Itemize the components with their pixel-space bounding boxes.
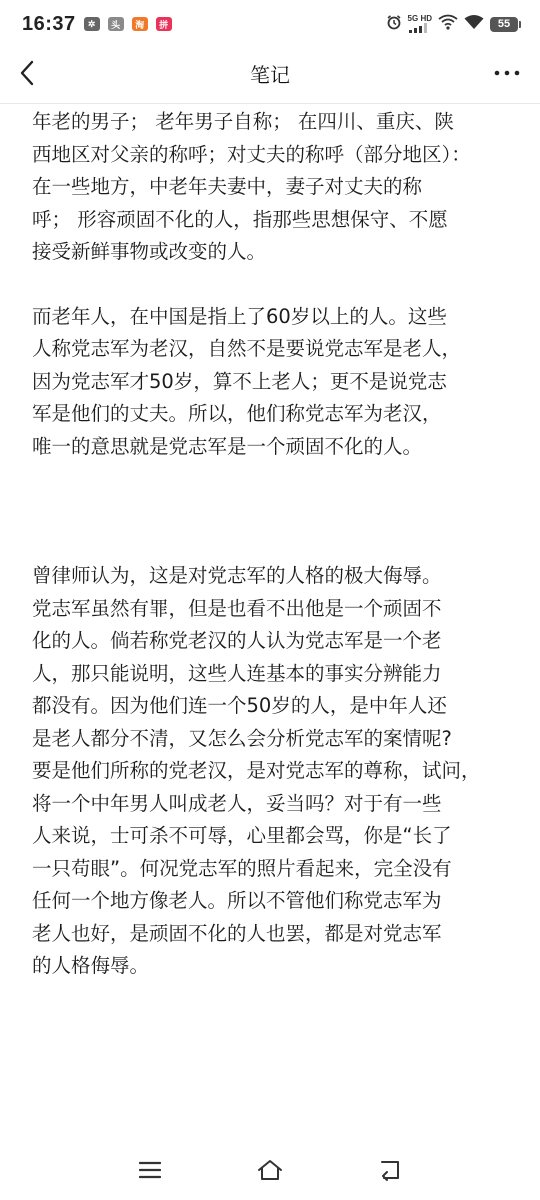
- home-icon: [257, 1159, 283, 1181]
- battery-icon: 55: [490, 17, 518, 32]
- back-button[interactable]: [10, 54, 44, 92]
- more-options-button[interactable]: [490, 54, 524, 92]
- menu-icon: [139, 1161, 161, 1179]
- app-notification-icon-1: ✲: [84, 17, 100, 31]
- wifi-icon: [464, 14, 484, 34]
- app-bar: [0, 48, 540, 98]
- signal-label: 5G HD: [407, 14, 432, 23]
- header-divider: [0, 103, 540, 104]
- alarm-icon: [386, 14, 402, 34]
- hotspot-icon: [438, 14, 458, 34]
- status-bar: [0, 0, 540, 48]
- status-time: 16:37: [22, 12, 76, 35]
- app-notification-icon-4: 拼: [156, 17, 172, 31]
- status-right: [386, 14, 518, 34]
- note-paragraph-2: 而老年人，在中国是指上了60岁以上的人。这些 人称党志军为老汉，自然不是要说党志军是老人， 因为党志军才50岁，算不上老人；更不是说党志 军是他们的丈夫。所以，他们称党志军为老汉， 唯一的意思就是党志军是一个顽固不化的人。: [32, 304, 462, 458]
- nav-home-button[interactable]: [250, 1150, 290, 1190]
- paragraph-gap: [32, 269, 512, 301]
- cellular-signal-icon: [408, 15, 432, 33]
- chevron-left-icon: [19, 60, 35, 86]
- more-horizontal-icon: [494, 70, 520, 76]
- nav-menu-button[interactable]: [130, 1150, 170, 1190]
- note-paragraph-1: 年老的男子； 老年男子自称； 在四川、重庆、陕 西地区对父亲的称呼；对丈夫的称呼（部分地区）： 在一些地方，中老年夫妻中，妻子对丈夫的称 呼； 形容顽固不化的人，指那些思想保守、不愿 接受新鲜事物或改变的人。: [32, 110, 471, 263]
- nav-back-button[interactable]: [370, 1150, 410, 1190]
- page-title: 笔记: [250, 62, 290, 87]
- note-content[interactable]: [32, 106, 512, 983]
- status-left: [22, 13, 172, 36]
- back-icon: [378, 1159, 402, 1181]
- app-notification-icon-2: 头: [108, 17, 124, 31]
- system-nav-bar: [0, 1140, 540, 1200]
- paragraph-gap: [32, 463, 512, 560]
- app-notification-icon-3: 淘: [132, 17, 148, 31]
- note-paragraph-3: 曾律师认为，这是对党志军的人格的极大侮辱。 党志军虽然有罪，但是也看不出他是一个顽固不 化的人。倘若称党老汉的人认为党志军是一个老 人，那只能说明，这些人连基本的事实分辨能力 都没有。因为他们连一个50岁的人，是中年人还 是老人都分不清，又怎么会分析党志军的案情呢? 要是他们所称的党老汉，是对党志军的尊称，试问， 将一个中年男人叫成老人，妥当吗？对于有一些 人来说，士可杀不可辱，心里都会骂，你是“长了 一只苟眼”。何况党志军的照片看起来，完全没有 任何一个地方像老人。所以不管他们称党志军为 老人也好，是顽固不化的人也罢，都是对党志军 的人格侮辱。: [32, 564, 481, 977]
